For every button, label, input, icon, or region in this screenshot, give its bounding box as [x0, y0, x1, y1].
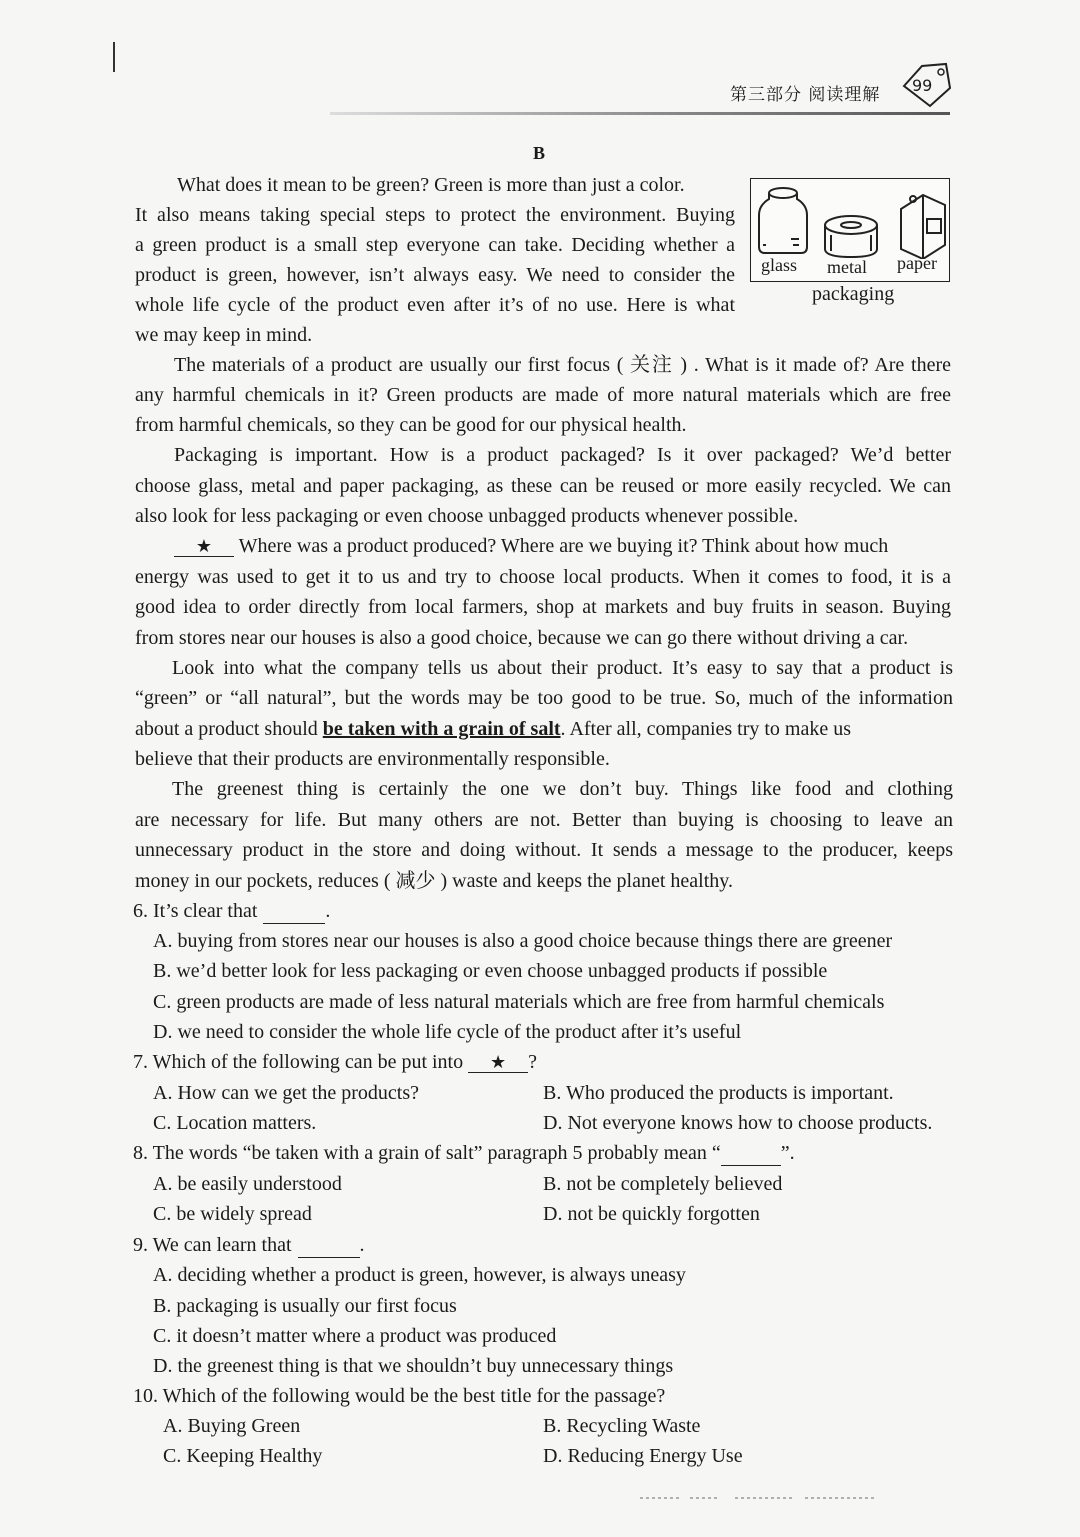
blank-star: ★ [174, 536, 234, 557]
footer-smudge [640, 1495, 880, 1501]
p5-line: believe that their products are environmentally responsible. [135, 748, 610, 770]
p4-line: good idea to order directly from local farmers, shop at markets and buy fruits in season. Buying [135, 596, 951, 618]
p3-line: also look for less packaging or even choose unbagged products whenever possible. [135, 505, 799, 527]
p2-line: from harmful chemicals, so they can be good for our physical health. [135, 414, 687, 436]
q8-option: D. not be quickly forgotten [543, 1203, 760, 1225]
packaging-illustration [751, 179, 949, 259]
q9-option: A. deciding whether a product is green, however, is always uneasy [153, 1264, 686, 1286]
metal-can-icon [825, 216, 877, 257]
q10-option: B. Recycling Waste [543, 1415, 701, 1437]
paper-bag-icon [901, 195, 945, 259]
question-7-stem [133, 1050, 537, 1074]
p5-text: . After all, companies try to make us [560, 718, 852, 740]
answer-blank [263, 899, 325, 924]
page-number: 99 [912, 76, 933, 95]
q7-end: ? [528, 1051, 538, 1073]
p5-line [135, 717, 851, 741]
q6-option: B. we’d better look for less packaging or even choose unbagged products if possible [153, 960, 828, 982]
packaging-figure [750, 178, 950, 282]
q6-option: C. green products are made of less natural materials which are free from harmful chemicals [153, 991, 885, 1013]
q8-option: B. not be completely believed [543, 1173, 783, 1195]
question-10-stem: 10. Which of the following would be the best title for the passage? [133, 1385, 666, 1407]
p5-line: “green” or “all natural”, but the words may be too good to be true. So, much of the information [135, 687, 953, 709]
q8-end: ”. [780, 1142, 795, 1164]
p1-line: It also means taking special steps to protect the environment. Buying [135, 204, 735, 226]
p6-line: money in our pockets, reduces ( 减少 ) waste and keeps the planet healthy. [135, 870, 733, 892]
q9-stem-text: 9. We can learn that [133, 1234, 292, 1256]
glass-jar-icon [759, 188, 807, 253]
figure-label-paper: paper [897, 253, 937, 273]
p3-line: choose glass, metal and paper packaging, as these can be reused or more easily recycled. We can [135, 475, 951, 497]
q6-option: A. buying from stores near our houses is also a good choice because things there are greener [153, 930, 893, 952]
p4-line: energy was used to get it to us and try to choose local products. When it comes to food, it is a [135, 566, 951, 588]
figure-label-metal: metal [827, 257, 867, 277]
question-9-stem [133, 1233, 365, 1258]
answer-blank [298, 1233, 360, 1258]
answer-blank [721, 1141, 781, 1166]
q8-stem-text: 8. The words “be taken with a grain of salt” paragraph 5 probably mean “ [133, 1142, 721, 1164]
p2-line: The materials of a product are usually our first focus ( 关注 ) . What is it made of? Are there [174, 354, 951, 376]
p6-line: are necessary for life. But many others are not. Better than buying is choosing to leave an [135, 809, 953, 831]
p1-line: What does it mean to be green? Green is more than just a color. [177, 174, 685, 196]
q7-option: D. Not everyone knows how to choose products. [543, 1112, 933, 1134]
highlighted-phrase: be taken with a grain of salt [322, 718, 561, 740]
q9-option: D. the greenest thing is that we shouldn’t buy unnecessary things [153, 1355, 674, 1377]
margin-line [113, 42, 115, 72]
p1-line: whole life cycle of the product even after it’s of no use. Here is what [135, 294, 735, 316]
q6-stem-text: 6. It’s clear that [133, 900, 258, 922]
blank-star: ★ [468, 1052, 528, 1073]
p2-line: any harmful chemicals in it? Green products are made of more natural materials which are free [135, 384, 951, 406]
q9-option: B. packaging is usually our first focus [153, 1295, 457, 1317]
p4-line: Where was a product produced? Where are we buying it? Think about how much [234, 535, 889, 557]
q10-option: D. Reducing Energy Use [543, 1445, 743, 1467]
q8-option: A. be easily understood [153, 1173, 342, 1195]
section-title: B [533, 143, 546, 163]
question-8-stem [133, 1141, 795, 1166]
q8-option: C. be widely spread [153, 1203, 312, 1225]
p3-line: Packaging is important. How is a product packaged? Is it over packaged? We’d better [174, 444, 951, 466]
q7-option: B. Who produced the products is important. [543, 1082, 894, 1104]
p1-line: a green product is a small step everyone can take. Deciding whether a [135, 234, 735, 256]
p4-first-line [174, 534, 888, 558]
p5-line: Look into what the company tells us about their product. It’s easy to say that a product is [172, 657, 953, 679]
section-header: 第三部分 阅读理解 [730, 85, 881, 105]
q9-option: C. it doesn’t matter where a product was produced [153, 1325, 557, 1347]
q10-option: A. Buying Green [163, 1415, 301, 1437]
p6-line: unnecessary product in the store and doing without. It sends a message to the producer, keeps [135, 839, 953, 861]
q7-option: C. Location matters. [153, 1112, 317, 1134]
p1-line: we may keep in mind. [135, 324, 313, 346]
figure-caption: packaging [812, 283, 895, 305]
q7-stem-text: 7. Which of the following can be put into [133, 1051, 464, 1073]
q6-option: D. we need to consider the whole life cycle of the product after it’s useful [153, 1021, 742, 1043]
figure-label-glass: glass [761, 255, 797, 275]
p1-line: product is green, however, isn’t always easy. We need to consider the [135, 264, 735, 286]
q6-end: . [325, 900, 331, 922]
q10-option: C. Keeping Healthy [163, 1445, 323, 1467]
p6-line: The greenest thing is certainly the one we don’t buy. Things like food and clothing [172, 778, 953, 800]
p5-text: about a product should [135, 718, 323, 740]
question-6-stem [133, 899, 330, 924]
header-rule [330, 112, 950, 115]
q7-option: A. How can we get the products? [153, 1082, 420, 1104]
q9-end: . [359, 1234, 365, 1256]
p4-line: from stores near our houses is also a good choice, because we can go there without driving a car. [135, 627, 909, 649]
